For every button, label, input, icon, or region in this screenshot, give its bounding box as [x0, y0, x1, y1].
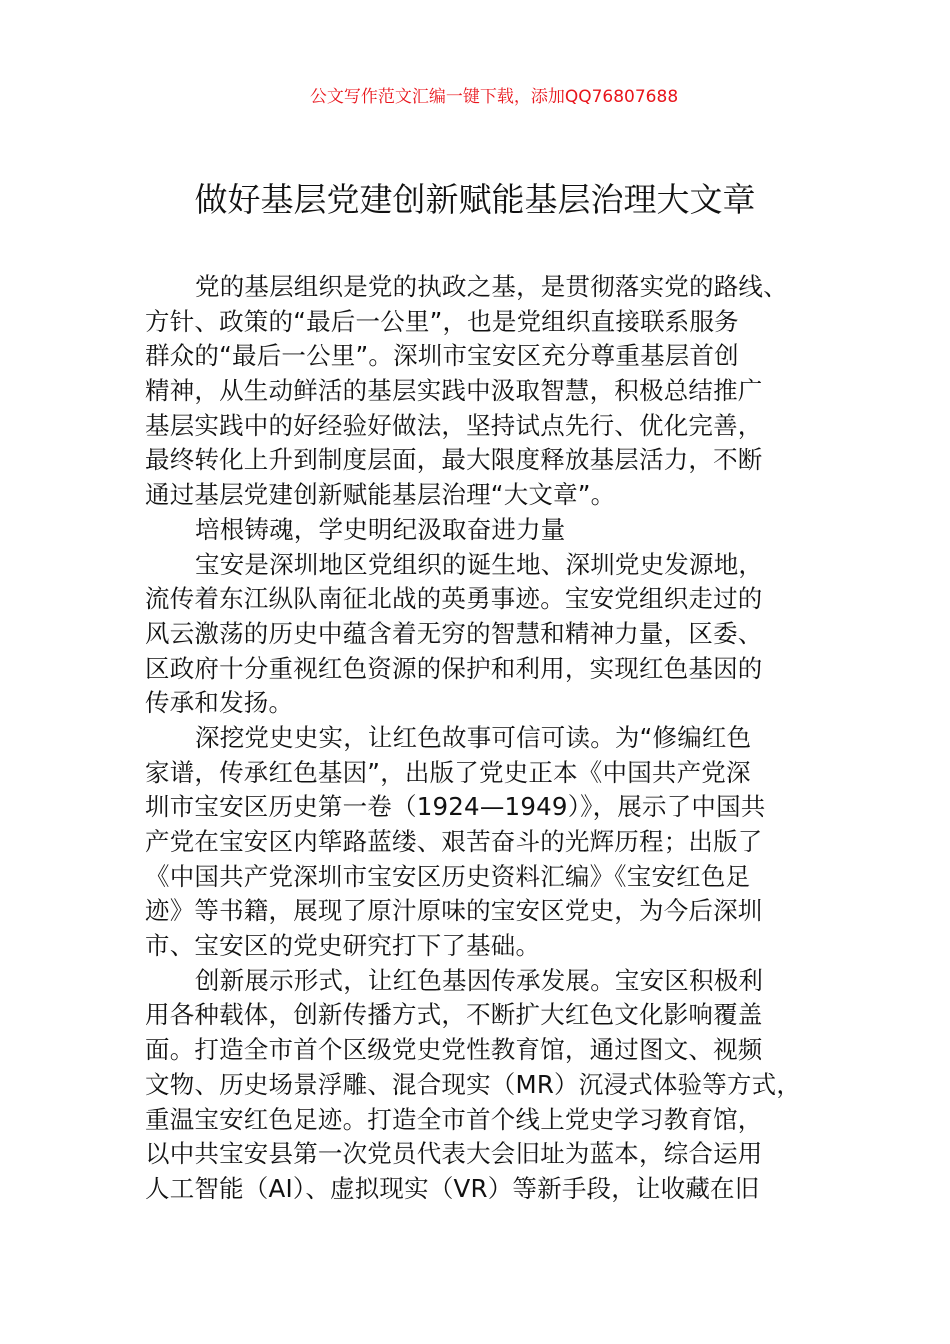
paragraph-line: 方针、政策的“最后一公里”，也是党组织直接联系服务 — [145, 306, 739, 336]
paragraph-line: 传承和发扬。 — [145, 688, 294, 718]
paragraph-line: 市、宝安区的党史研究打下了基础。 — [145, 931, 541, 961]
paragraph-line: 《中国共产党深圳市宝安区历史资料汇编》《宝安红色足 — [145, 861, 751, 891]
paragraph-line: 流传着东江纵队南征北战的英勇事迹。宝安党组织走过的 — [145, 584, 763, 614]
paragraph-line: 以中共宝安县第一次党员代表大会旧址为蓝本，综合运用 — [145, 1139, 763, 1169]
paragraph-line: 党的基层组织是党的执政之基，是贯彻落实党的路线、 — [195, 272, 788, 301]
paragraph-line: 基层实践中的好经验好做法，坚持试点先行、优化完善， — [145, 410, 763, 440]
paragraph-line: 深挖党史史实，让红色故事可信可读。为“修编红色 — [195, 722, 752, 752]
paragraph-line: 区政府十分重视红色资源的保护和利用，实现红色基因的 — [145, 653, 763, 683]
paragraph-line: 用各种载体，创新传播方式，不断扩大红色文化影响覆盖 — [145, 1000, 763, 1030]
document-body — [145, 270, 845, 1207]
paragraph-line: 面。打造全市首个区级党史党性教育馆，通过图文、视频 — [145, 1035, 763, 1065]
paragraph-line: 文物、历史场景浮雕、混合现实（MR）沉浸式体验等方式， — [145, 1069, 802, 1099]
paragraph-line: 最终转化上升到制度层面，最大限度释放基层活力，不断 — [145, 445, 763, 475]
paragraph-line: 宝安是深圳地区党组织的诞生地、深圳党史发源地， — [195, 549, 764, 579]
document-title: 做好基层党建创新赋能基层治理大文章 — [194, 180, 756, 219]
paragraph-line: 圳市宝安区历史第一卷（1924—1949）》，展示了中国共 — [145, 792, 766, 822]
paragraph-line: 风云激荡的历史中蕴含着无穷的智慧和精神力量，区委、 — [145, 618, 763, 648]
paragraph-line: 创新展示形式，让红色基因传承发展。宝安区积极利 — [195, 965, 764, 995]
paragraph-line: 群众的“最后一公里”。深圳市宝安区充分尊重基层首创 — [145, 341, 739, 371]
paragraph-line: 家谱，传承红色基因”，出版了党史正本《中国共产党深 — [145, 757, 751, 787]
watermark-header: 公文写作范文汇编一键下载，添加QQ76807688 — [309, 87, 679, 107]
paragraph-line: 迹》等书籍，展现了原汁原味的宝安区党史，为今后深圳 — [145, 896, 763, 926]
section-heading: 培根铸魂，学史明纪汲取奋进力量 — [195, 514, 566, 544]
paragraph-line: 通过基层党建创新赋能基层治理“大文章”。 — [145, 480, 616, 510]
paragraph-line: 产党在宝安区内筚路蓝缕、艰苦奋斗的光辉历程；出版了 — [145, 827, 763, 856]
paragraph-line: 精神，从生动鲜活的基层实践中汲取智慧，积极总结推广 — [145, 376, 763, 406]
paragraph-line: 人工智能（AI）、虚拟现实（VR）等新手段，让收藏在旧 — [145, 1173, 760, 1203]
paragraph-line: 重温宝安红色足迹。打造全市首个线上党史学习教育馆， — [145, 1104, 763, 1134]
